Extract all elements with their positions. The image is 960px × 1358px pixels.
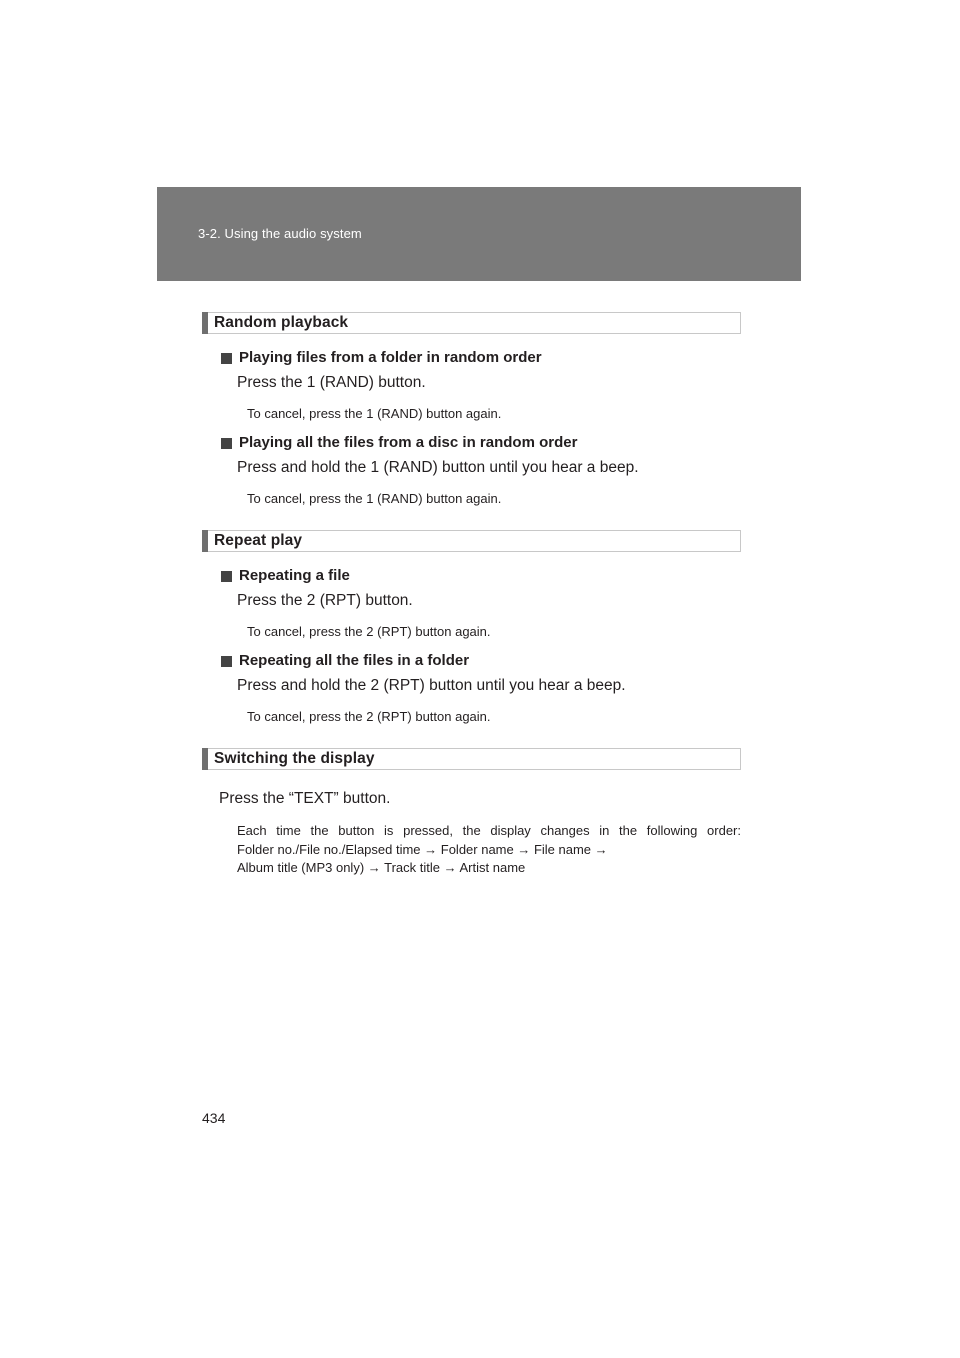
instruction-text: Press and hold the 2 (RPT) button until you hear a beep. xyxy=(237,677,626,694)
section-header-random-playback xyxy=(202,312,741,334)
subsection-heading xyxy=(221,348,741,368)
instruction-text: Press the 2 (RPT) button. xyxy=(237,592,413,609)
instruction-text: Press the 1 (RAND) button. xyxy=(237,374,426,391)
section-title: Repeat play xyxy=(214,532,303,549)
instruction-text: Press the “TEXT” button. xyxy=(219,790,391,807)
note-text: To cancel, press the 2 (RPT) button again. xyxy=(247,709,491,724)
section-header-switching-display xyxy=(202,748,741,770)
subsection-heading-text: Repeating a file xyxy=(239,567,350,584)
square-bullet-icon xyxy=(221,438,232,449)
square-bullet-icon xyxy=(221,571,232,582)
note-text: To cancel, press the 1 (RAND) button again. xyxy=(247,406,502,421)
square-bullet-icon xyxy=(221,353,232,364)
section-header-repeat-play xyxy=(202,530,741,552)
note-text: To cancel, press the 2 (RPT) button again. xyxy=(247,624,491,639)
subsection-heading xyxy=(221,651,741,671)
note-line: Each time the button is pressed, the display changes in the following order: xyxy=(237,823,741,838)
display-order-note xyxy=(237,822,741,878)
chapter-header-band xyxy=(157,187,801,281)
section-title: Random playback xyxy=(214,314,349,331)
subsection-heading xyxy=(221,433,741,453)
page-number: 434 xyxy=(202,1110,226,1126)
instruction-text: Press and hold the 1 (RAND) button until you hear a beep. xyxy=(237,459,639,476)
subsection-heading xyxy=(221,566,741,586)
section-title: Switching the display xyxy=(214,750,375,767)
subsection-heading-text: Playing files from a folder in random order xyxy=(239,349,542,366)
note-line: Album title (MP3 only) → Track title → Artist name xyxy=(237,860,526,875)
subsection-heading-text: Playing all the files from a disc in random order xyxy=(239,434,578,451)
subsection-heading-text: Repeating all the files in a folder xyxy=(239,652,470,669)
note-text: To cancel, press the 1 (RAND) button again. xyxy=(247,491,502,506)
square-bullet-icon xyxy=(221,656,232,667)
chapter-section-label: 3-2. Using the audio system xyxy=(198,226,362,241)
page-content xyxy=(202,312,741,878)
note-line: Folder no./File no./Elapsed time → Folder name → File name → xyxy=(237,841,608,857)
